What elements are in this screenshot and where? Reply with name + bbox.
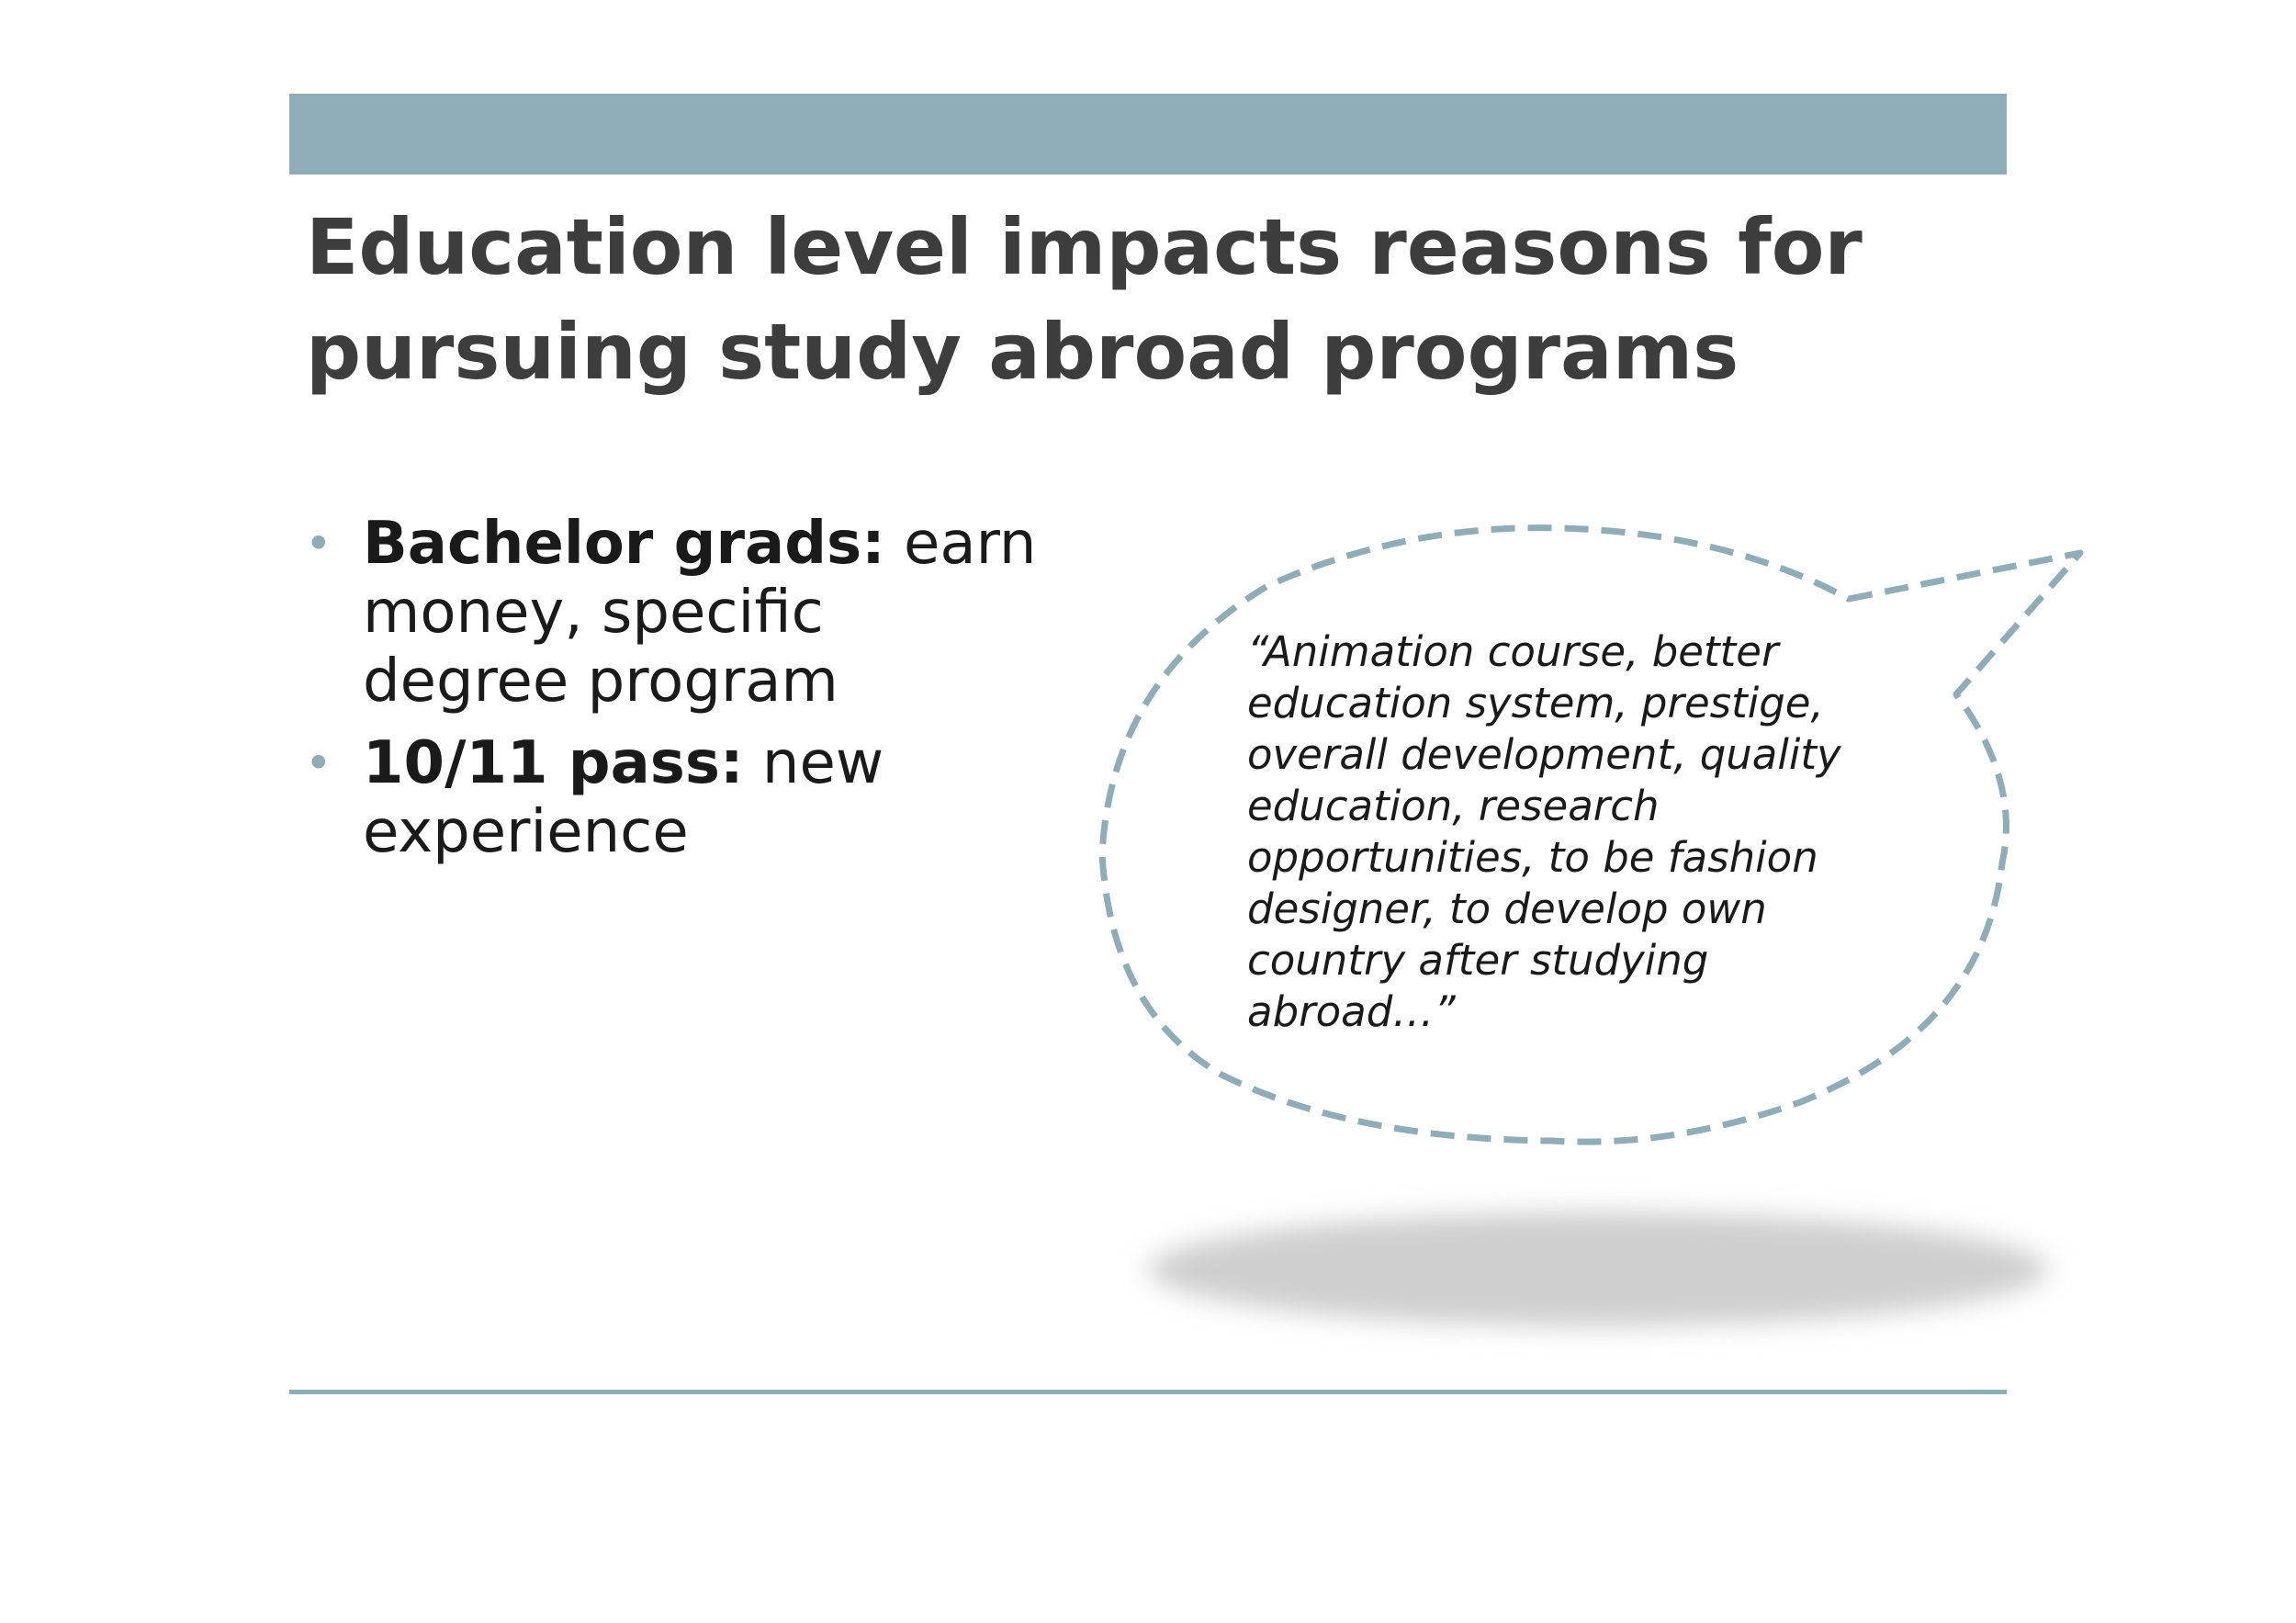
bullet-lead: 10/11 pass: (363, 729, 744, 797)
bullet-text: new experience (363, 729, 884, 866)
bullet-lead: Bachelor grads: (363, 510, 885, 578)
bubble-quote: “Animation course, better education system, prestige, overall development, quality education, research opportunities, to be fashion designer, to develop own country after studying abroad…” (1247, 627, 1841, 1036)
bullet-dot-icon: • (305, 737, 332, 790)
bullet-dot-icon: • (305, 517, 332, 570)
slide-title: Education level impacts reasons for pursuing study abroad programs (306, 202, 1863, 397)
footer-divider (289, 1390, 2007, 1394)
bullet-text: earn money, specific degree program (363, 510, 1037, 716)
bubble-shadow (1148, 1212, 2048, 1326)
